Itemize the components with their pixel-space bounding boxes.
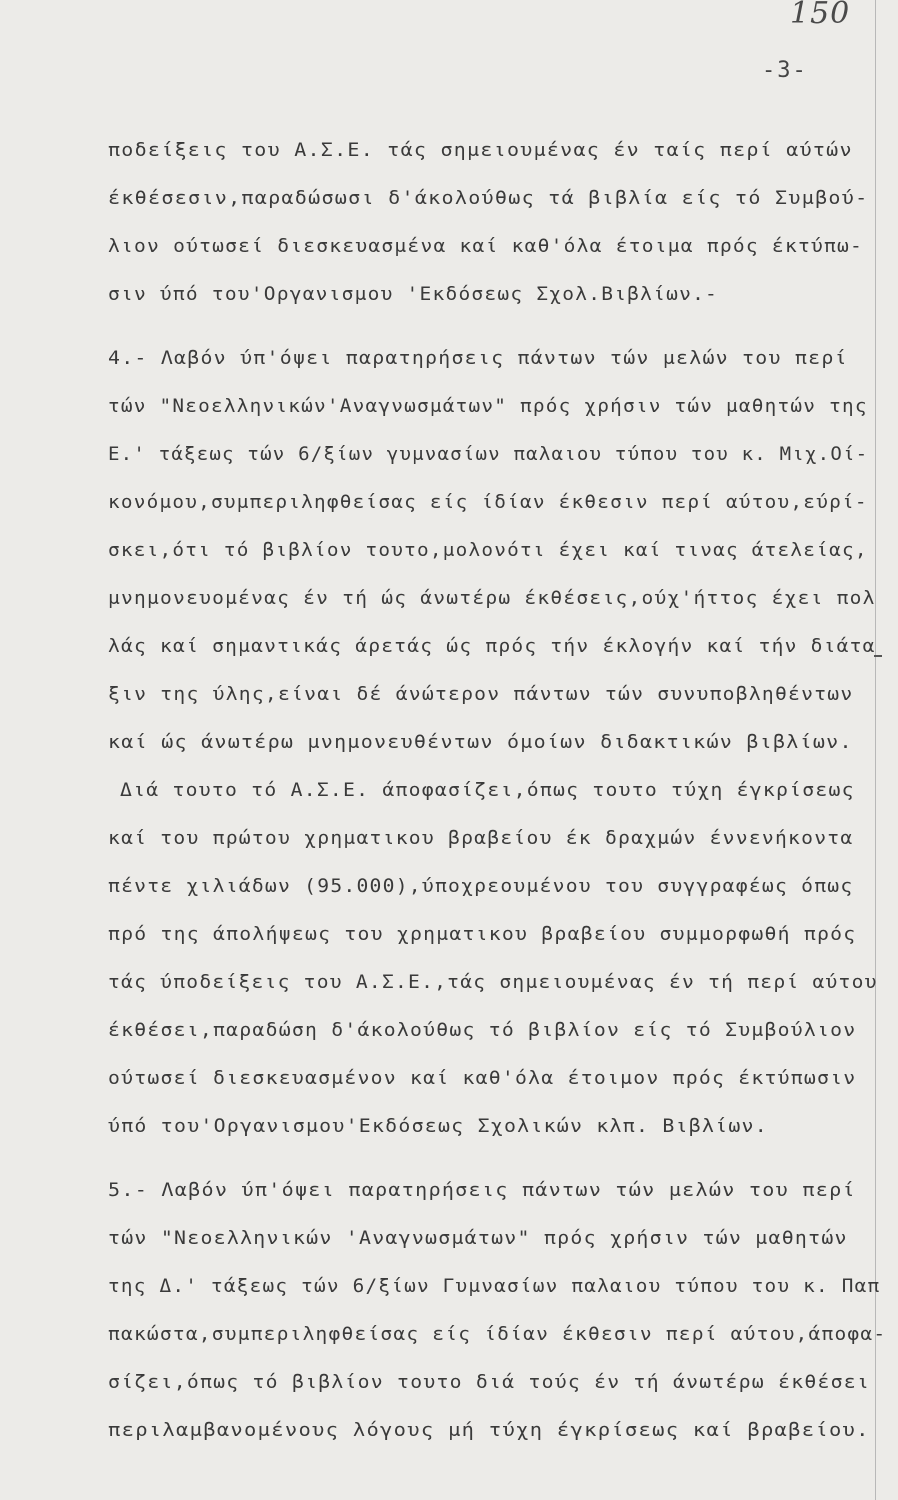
text-line: σίζει,όπως τό βιβλίον τουτο διά τούς έν τή άνωτέρω έκθέσει xyxy=(108,1371,871,1393)
text-line: κονόμου,συμπεριληφθείσας είς ίδίαν έκθεσιν περί αύτου,εύρί- xyxy=(108,491,868,513)
paragraph-4-heading-line: 4.- Λαβόν ύπ'όψει παρατηρήσεις πάντων τών μελών του περί xyxy=(108,347,848,369)
text-line: πρό της άπολήψεως του χρηματικου βραβείου συμμορφωθή πρός xyxy=(108,923,857,945)
text-line: πέντε χιλιάδων (95.000),ύποχρεουμένου του συγγραφέως όπως xyxy=(108,875,854,897)
text-line: Διά τουτο τό Α.Σ.Ε. άποφασίζει,όπως τουτο τύχη έγκρίσεως xyxy=(120,779,855,801)
text-line: μνημονευομένας έν τή ώς άνωτέρω έκθέσεις,ούχ'ήττος έχει πολ xyxy=(108,587,876,609)
text-line: έκθέσει,παραδώση δ'άκολούθως τό βιβλίον είς τό Συμβούλιον xyxy=(108,1019,857,1041)
page-number: -3- xyxy=(762,58,808,83)
text-line: λιον ούτωσεί διεσκευασμένα καί καθ'όλα έτοιμα πρός έκτύπω- xyxy=(108,235,864,257)
text-line: ύπό του'Οργανισμου'Εκδόσεως Σχολικών κλπ. Βιβλίων. xyxy=(108,1115,768,1137)
text-line: Ε.' τάξεως τών 6/ξίων γυμνασίων παλαιου τύπου του κ. Μιχ.Οί- xyxy=(108,443,869,465)
text-line: τών "Νεοελληνικών'Αναγνωσμάτων" πρός χρήσιν τών μαθητών της xyxy=(108,395,868,417)
text-line: πακώστα,συμπεριληφθείσας είς ίδίαν έκθεσιν περί αύτου,άποφα- xyxy=(108,1323,887,1345)
text-line: καί ώς άνωτέρω μνημονευθέντων όμοίων διδακτικών βιβλίων. xyxy=(108,731,853,753)
text-line: τών "Νεοελληνικών 'Αναγνωσμάτων" πρός χρήσιν τών μαθητών xyxy=(108,1227,848,1249)
text-line: έκθέσεσιν,παραδώσωσι δ'άκολούθως τά βιβλία είς τό Συμβού- xyxy=(108,187,869,209)
text-line: ξιν της ύλης,είναι δέ άνώτερον πάντων τών συνυποβληθέντων xyxy=(108,683,854,705)
paragraph-5-heading-line: 5.- Λαβόν ύπ'όψει παρατηρήσεις πάντων τών μελών του περί xyxy=(108,1179,856,1201)
text-line: περιλαμβανομένους λόγους μή τύχη έγκρίσεως καί βραβείου. xyxy=(108,1419,870,1441)
text-line: της Δ.' τάξεως τών 6/ξίων Γυμνασίων παλαιου τύπου του κ. Παπ xyxy=(108,1275,881,1297)
text-line: σιν ύπό του'Οργανισμου 'Εκδόσεως Σχολ.Βιβλίων.- xyxy=(108,283,719,305)
text-line: λάς καί σημαντικάς άρετάς ώς πρός τήν έκλογήν καί τήν διάτα xyxy=(108,635,876,657)
text-line: σκει,ότι τό βιβλίον τουτο,μολονότι έχει καί τινας άτελείας, xyxy=(108,539,868,561)
text-line: ποδείξεις του Α.Σ.Ε. τάς σημειουμένας έν ταίς περί αύτών xyxy=(108,139,853,161)
text-line: τάς ύποδείξεις του Α.Σ.Ε.,τάς σημειουμένας έν τή περί αύτου xyxy=(108,971,878,993)
text-line: καί του πρώτου χρηματικου βραβείου έκ δραχμών έννενήκοντα xyxy=(108,827,854,849)
handwritten-folio-number: 150 xyxy=(790,0,851,31)
text-line: ούτωσεί διεσκευασμένον καί καθ'όλα έτοιμον πρός έκτύπωσιν xyxy=(108,1067,857,1089)
